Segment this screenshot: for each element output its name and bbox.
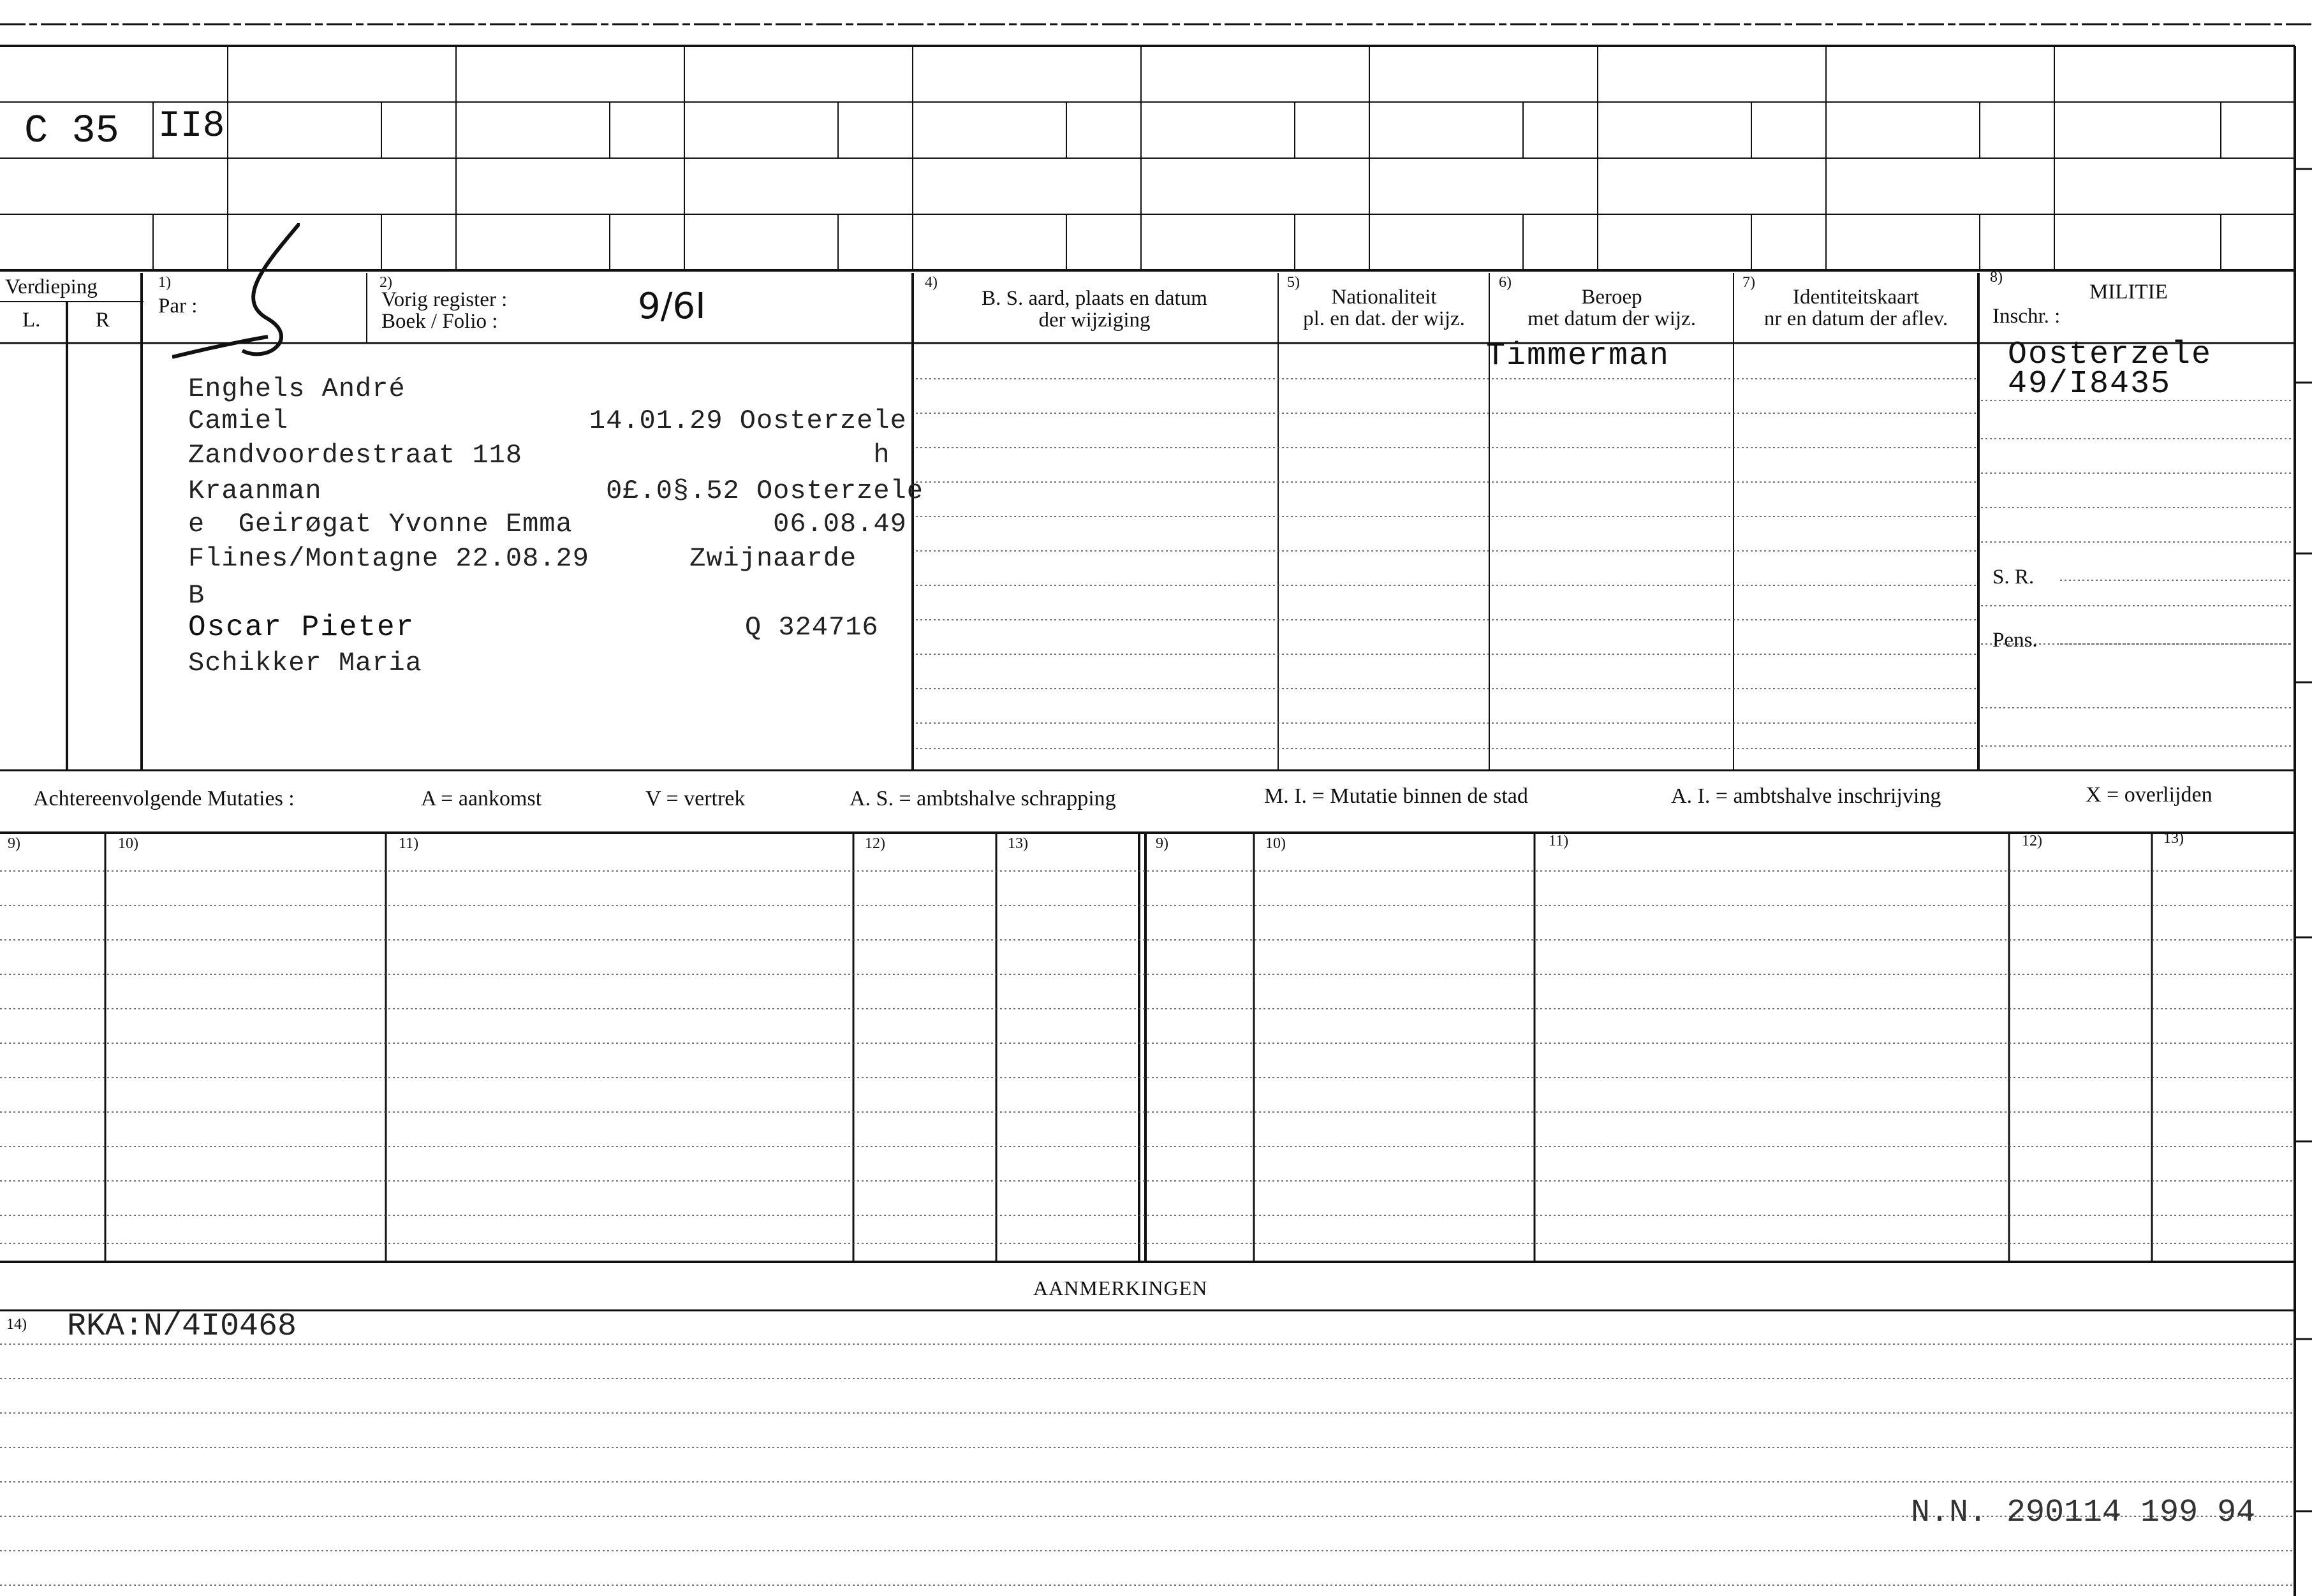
person-line-9: Schikker Maria xyxy=(188,648,422,678)
cell-118: II8 xyxy=(158,106,225,147)
bs-aard-line1: B. S. aard, plaats en datum xyxy=(982,287,1207,310)
cell-c35: C 35 xyxy=(24,108,119,154)
beroep-line1: Beroep xyxy=(1581,286,1642,309)
verdieping-l: L. xyxy=(22,309,41,332)
beroep-line2: met datum der wijz. xyxy=(1528,307,1696,330)
aanmerkingen-title: AANMERKINGEN xyxy=(1033,1277,1208,1299)
bs-aard-line2: der wijziging xyxy=(1038,309,1151,332)
col1-num: 1) xyxy=(158,274,171,291)
person-line-8: Oscar Pieter xyxy=(188,611,415,644)
col4-num: 4) xyxy=(925,274,938,291)
mutation-v: V = vertrek xyxy=(645,787,746,810)
mut-left-col-9: 9) xyxy=(8,835,20,852)
identiteitskaart-line1: Identiteitskaart xyxy=(1793,286,1919,309)
mutation-ai: A. I. = ambtshalve inschrijving xyxy=(1671,784,1941,808)
mut-right-col-9: 9) xyxy=(1156,835,1168,852)
col8-num: 8) xyxy=(1990,269,2003,286)
remarks-num: 14) xyxy=(6,1316,27,1333)
vorig-register-label: Vorig register : xyxy=(381,288,508,311)
col5-num: 5) xyxy=(1287,274,1300,291)
verdieping-label: Verdieping xyxy=(5,275,98,298)
person-line-7: B xyxy=(188,580,205,611)
militie-place: Oosterzele xyxy=(2008,337,2213,373)
person-line-3: Zandvoordestraat 118 h xyxy=(188,440,890,471)
remarks-rka: RKA:N/4I0468 xyxy=(67,1308,297,1345)
mutation-as: A. S. = ambtshalve schrapping xyxy=(850,787,1116,810)
mutations-title: Achtereenvolgende Mutaties : xyxy=(33,787,295,810)
mutation-x: X = overlijden xyxy=(2086,783,2213,807)
nationaliteit-line1: Nationaliteit xyxy=(1331,286,1437,309)
person-line-5: e Geirøgat Yvonne Emma 06.08.49 xyxy=(188,509,907,539)
mutation-mi: M. I. = Mutatie binnen de stad xyxy=(1264,784,1528,808)
verdieping-r: R xyxy=(96,309,110,332)
militie-number: 49/I8435 xyxy=(2008,366,2172,402)
boek-folio-value: 9/6I xyxy=(638,286,706,327)
mut-left-col-12: 12) xyxy=(865,835,885,852)
sr-label: S. R. xyxy=(1992,566,2035,589)
mut-left-col-11: 11) xyxy=(399,835,419,852)
boek-folio-label: Boek / Folio : xyxy=(381,310,498,333)
national-number: N.N. 290114 199 94 xyxy=(1911,1495,2256,1531)
person-line-8b: Q 324716 xyxy=(745,612,879,643)
col2-num: 2) xyxy=(379,274,392,291)
col7-num: 7) xyxy=(1742,274,1755,291)
person-line-2: Camiel 14.01.29 Oosterzele xyxy=(188,406,907,436)
handwritten-par-mark xyxy=(172,223,300,363)
militie-title: MILITIE xyxy=(2089,281,2168,304)
par-label: Par : xyxy=(158,295,198,318)
col6-num: 6) xyxy=(1499,274,1512,291)
pens-label: Pens. xyxy=(1992,629,2038,652)
person-line-6: Flines/Montagne 22.08.29 Zwijnaarde xyxy=(188,543,857,574)
identiteitskaart-line2: nr en datum der aflev. xyxy=(1763,307,1948,330)
person-line-4: Kraanman 0£.0§.52 Oosterzele xyxy=(188,476,924,506)
mut-left-col-10: 10) xyxy=(118,835,138,852)
mut-right-col-10: 10) xyxy=(1265,835,1286,852)
mut-right-col-11: 11) xyxy=(1549,833,1569,849)
mut-left-col-13: 13) xyxy=(1008,835,1028,852)
mut-right-col-13: 13) xyxy=(2163,830,2184,847)
mut-right-col-12: 12) xyxy=(2022,833,2042,849)
nationaliteit-line2: pl. en dat. der wijz. xyxy=(1303,307,1465,330)
person-line-1: Enghels André xyxy=(188,374,406,404)
inschr-label: Inschr. : xyxy=(1992,305,2061,328)
beroep-value: Timmerman xyxy=(1486,338,1670,374)
mutation-a: A = aankomst xyxy=(421,787,542,810)
